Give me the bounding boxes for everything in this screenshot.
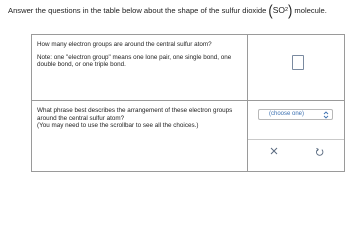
prompt-text: Answer the questions in the table below about the shape of the sulfur dioxide: [8, 6, 267, 15]
arrangement-select[interactable]: [258, 109, 333, 120]
prompt-text-end: molecule.: [294, 6, 327, 15]
clear-button[interactable]: [266, 144, 282, 158]
electron-groups-input[interactable]: [292, 55, 304, 70]
table-row: [32, 101, 345, 172]
action-bar: [248, 139, 344, 162]
chevron-updown-icon: [323, 111, 329, 119]
answer-cell: [248, 35, 345, 101]
question-text: What phrase best describes the arrangement of these electron groups around the central sulfur atom?: [37, 107, 233, 122]
table-row: [32, 35, 345, 101]
select-value: (choose one): [269, 111, 305, 117]
undo-icon: [315, 147, 324, 156]
chemical-formula: ( SO 2 ): [268, 1, 293, 20]
undo-button[interactable]: [311, 144, 327, 158]
close-icon: [270, 147, 278, 155]
question-text: How many electron groups are around the central sulfur atom?: [37, 41, 212, 48]
formula-element: SO: [272, 5, 285, 15]
answer-cell: [248, 101, 345, 172]
question-cell: [32, 35, 248, 101]
question-note: Note: one "electron group" means one lone pair, one single bond, one double bond, or one triple bond.: [37, 53, 232, 69]
question-note: (You may need to use the scrollbar to see all the choices.): [37, 122, 199, 130]
question-table: [31, 34, 345, 172]
question-prompt: [8, 1, 348, 20]
formula-subscript: 2: [284, 7, 289, 13]
question-cell: [32, 101, 248, 172]
